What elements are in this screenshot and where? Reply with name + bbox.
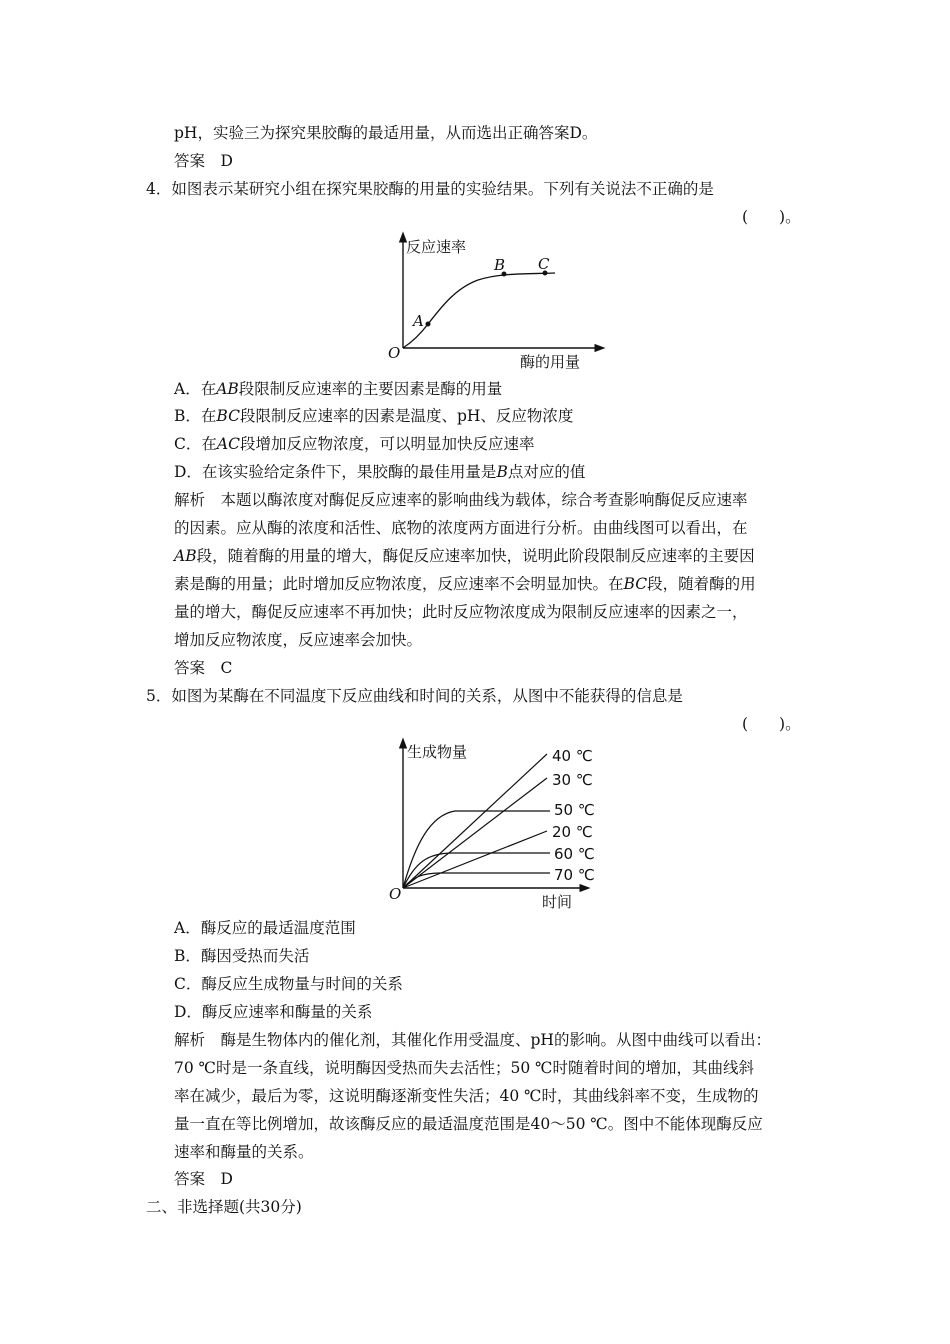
- q4-option-b: B．在BC段限制反应速率的因素是温度、pH、反应物浓度: [174, 407, 574, 425]
- q5-option-a: A．酶反应的最适温度范围: [174, 919, 356, 937]
- q5-curve-label-60: 60 ℃: [554, 845, 595, 863]
- q4-point-a: A: [413, 312, 424, 330]
- q4-point-b: B: [494, 256, 506, 274]
- q4-point-c: C: [538, 255, 550, 273]
- q5-answer-blank: ( )。: [742, 715, 801, 733]
- q5-analysis-line-5: 速率和酶量的关系。: [174, 1143, 314, 1161]
- q5-curve-40: [403, 754, 547, 888]
- q5-analysis-line-3: 率在减少，最后为零，这说明酶逐渐变性失活；40 ℃时，其曲线斜率不变，生成物的: [174, 1087, 759, 1105]
- q5-x-label: 时间: [542, 893, 573, 911]
- q5-curve-label-40: 40 ℃: [552, 747, 593, 765]
- q4-analysis-line-1: 解析 本题以酶浓度对酶促反应速率的影响曲线为载体，综合考查影响酶促反应速率: [174, 491, 748, 509]
- q4-analysis-line-5: 量的增大，酶促反应速率不再加快；此时反应物浓度成为限制反应速率的因素之一，: [174, 603, 748, 621]
- q4-y-label: 反应速率: [406, 238, 467, 256]
- q4-curve: [403, 273, 555, 348]
- section-2-heading: 二、非选择题(共30分): [146, 1198, 302, 1216]
- q5-analysis-line-4: 量一直在等比例增加，故该酶反应的最适温度范围是40～50 ℃。图中不能体现酶反应: [174, 1115, 763, 1133]
- q4-answer: 答案 C: [174, 659, 233, 677]
- prev-answer: 答案 D: [174, 152, 233, 170]
- q5-origin: O: [389, 885, 402, 903]
- q4-figure: [380, 228, 610, 376]
- q4-analysis-line-4: 素是酶的用量；此时增加反应物浓度，反应速率不会明显加快。在BC段，随着酶的用: [174, 575, 756, 593]
- q4-option-d: D．在该实验给定条件下，果胶酶的最佳用量是B点对应的值: [174, 463, 586, 481]
- q5-curve-30: [403, 778, 547, 888]
- q5-curve-label-30: 30 ℃: [552, 771, 593, 789]
- q5-figure: [385, 735, 615, 915]
- q4-point-a-dot: [426, 322, 431, 327]
- q5-analysis-line-2: 70 ℃时是一条直线，说明酶因受热而失去活性；50 ℃时随着时间的增加，其曲线斜: [174, 1059, 754, 1077]
- q5-analysis-line-1: 解析 酶是生物体内的催化剂，其催化作用受温度、pH的影响。从图中曲线可以看出：: [174, 1031, 771, 1049]
- q5-y-label: 生成物量: [407, 743, 468, 761]
- q4-option-c: C．在AC段增加反应物浓度，可以明显加快反应速率: [174, 435, 535, 453]
- q4-x-label: 酶的用量: [520, 353, 581, 371]
- q5-option-d: D．酶反应速率和酶量的关系: [174, 1003, 373, 1021]
- q5-option-c: C．酶反应生成物量与时间的关系: [174, 975, 403, 993]
- q5-answer: 答案 D: [174, 1170, 233, 1188]
- q5-curve-70: [403, 873, 550, 888]
- q5-option-b: B．酶因受热而失活: [174, 947, 310, 965]
- q4-stem: 4．如图表示某研究小组在探究果胶酶的用量的实验结果。下列有关说法不正确的是: [146, 180, 714, 198]
- q5-curve-label-20: 20 ℃: [552, 823, 593, 841]
- q4-origin: O: [388, 344, 401, 362]
- q4-analysis-line-6: 增加反应物浓度，反应速率会加快。: [174, 631, 423, 649]
- prev-analysis-line: pH，实验三为探究果胶酶的最适用量，从而选出正确答案D。: [174, 124, 598, 142]
- q4-option-a: A．在AB段限制反应速率的主要因素是酶的用量: [174, 380, 503, 398]
- q4-answer-blank: ( )。: [742, 208, 801, 226]
- q5-curve-50: [403, 811, 550, 888]
- q4-analysis-line-2: 的因素。应从酶的浓度和活性、底物的浓度两方面进行分析。由曲线图可以看出，在: [174, 519, 748, 537]
- q5-curve-label-50: 50 ℃: [554, 801, 595, 819]
- q4-analysis-line-3: AB段，随着酶的用量的增大，酶促反应速率加快，说明此阶段限制反应速率的主要因: [174, 547, 755, 565]
- q5-stem: 5．如图为某酶在不同温度下反应曲线和时间的关系，从图中不能获得的信息是: [146, 687, 683, 705]
- q5-curve-label-70: 70 ℃: [554, 866, 595, 884]
